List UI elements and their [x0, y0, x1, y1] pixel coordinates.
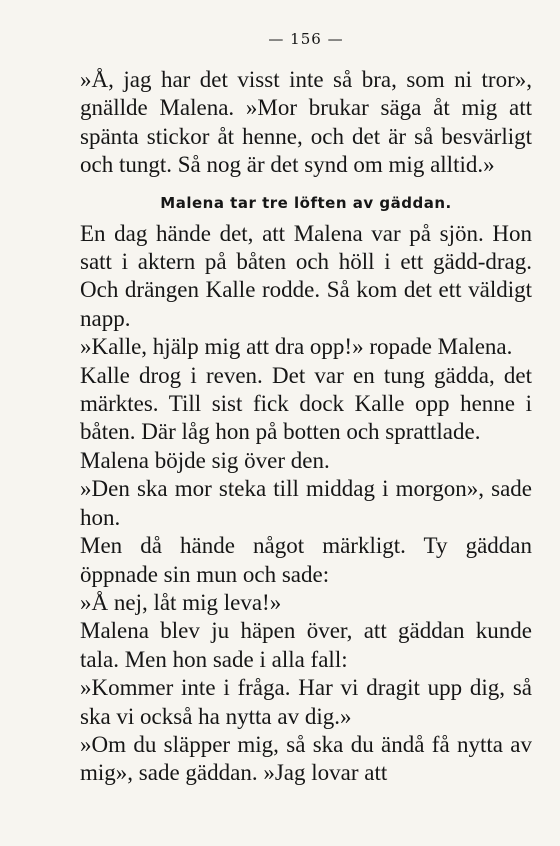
paragraph: »Den ska mor steka till middag i morgon», sade hon.	[80, 476, 532, 530]
paragraph: Malena blev ju häpen över, att gäddan kunde tala. Men hon sade i alla fall:	[80, 618, 532, 672]
paragraph: Malena böjde sig över den.	[80, 447, 330, 473]
paragraph: Men då hände något märkligt. Ty gäddan öppnade sin mun och sade:	[80, 533, 532, 587]
page-number: — 156 —	[268, 30, 344, 48]
paragraph: Kalle drog i reven. Det var en tung gädda, det märktes. Till sist fick dock Kalle opp henne i båten. Där låg hon på botten och sprattlade.	[80, 362, 532, 445]
book-page	[80, 30, 532, 788]
section-heading: Malena tar tre löften av gäddan.	[160, 193, 452, 212]
paragraph: »Å, jag har det visst inte så bra, som ni tror», gnällde Malena. »Mor brukar säga åt mig att spänta stickor åt henne, och det är så besvärligt och tungt. Så nog är det synd om mig alltid.»	[80, 67, 532, 178]
paragraph: En dag hände det, att Malena var på sjön. Hon satt i aktern på båten och höll i ett gädd-drag. Och drängen Kalle rodde. Så kom det ett väldigt napp.	[80, 220, 532, 331]
paragraph: »Å nej, låt mig leva!»	[80, 589, 282, 615]
paragraph: »Kommer inte i fråga. Har vi dragit upp dig, så ska vi också ha nytta av dig.»	[80, 675, 532, 729]
paragraph: »Kalle, hjälp mig att dra opp!» ropade Malena.	[80, 334, 513, 360]
paragraph: »Om du släpper mig, så ska du ändå få nytta av mig», sade gäddan. »Jag lovar att	[80, 731, 532, 786]
